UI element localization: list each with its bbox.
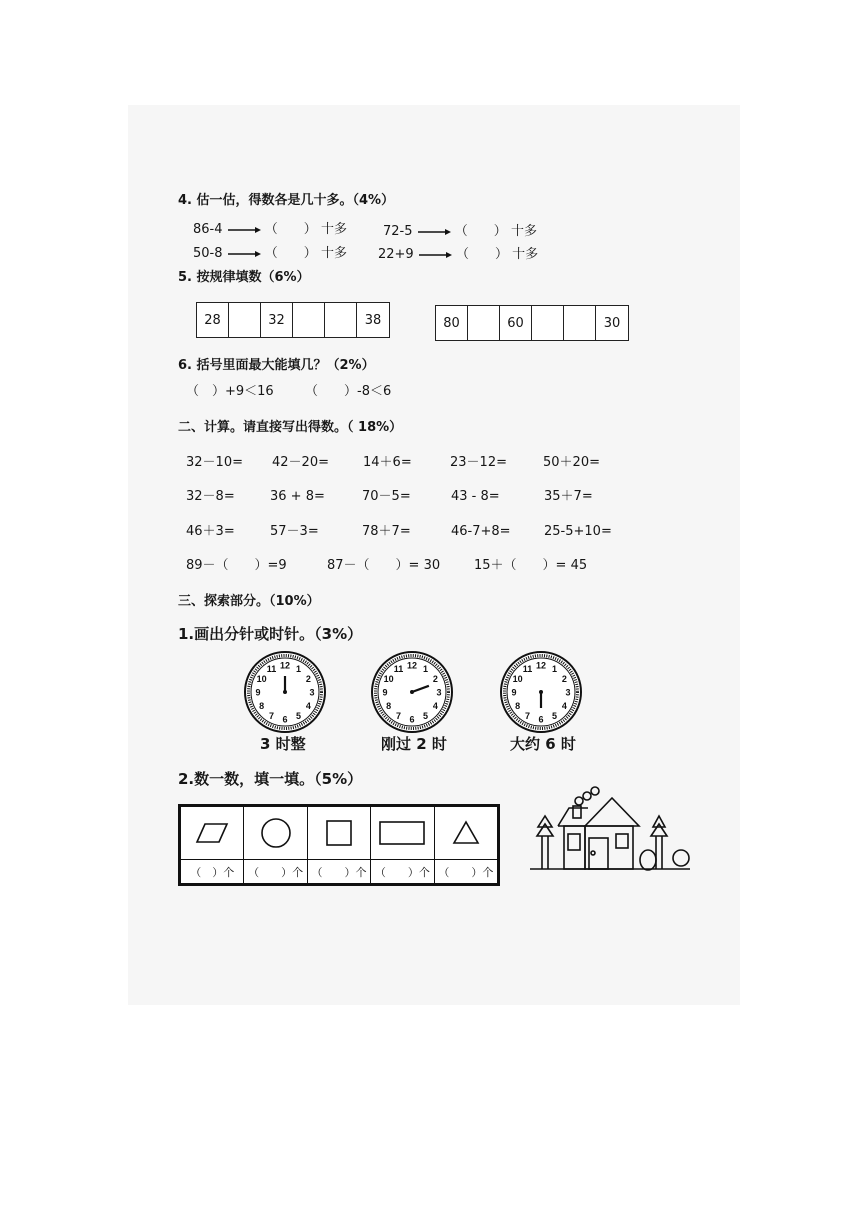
shape-answer-blank[interactable]: （ ）个 — [438, 865, 494, 879]
clock-numeral: 11 — [393, 664, 404, 675]
calc-item[interactable]: 32－8= — [186, 489, 235, 504]
part2-title: 二、计算。请直接写出得数。（ 18%） — [178, 420, 403, 435]
fill-blank-item[interactable]: 87－（ ）= 30 — [327, 558, 441, 573]
clock-question-title: 1.画出分针或时针。（3%） — [178, 625, 363, 643]
calc-item[interactable]: 35＋7= — [544, 489, 593, 504]
square-icon — [324, 818, 354, 848]
sequence-cell-blank[interactable] — [293, 303, 325, 337]
fill-blank-item[interactable]: 15＋（ ）= 45 — [474, 558, 588, 573]
shape-column — [371, 807, 434, 883]
estimate-expr: 86-4 — [193, 222, 223, 237]
clock-numeral: 4 — [561, 701, 567, 711]
clock-center — [283, 690, 287, 694]
shape-column — [181, 807, 244, 883]
shape-answer-blank[interactable]: （ ）个 — [248, 865, 304, 879]
calc-item[interactable]: 42－20= — [272, 455, 329, 470]
shape-count-table — [178, 804, 500, 886]
sequence-cell-blank[interactable] — [325, 303, 357, 337]
section6-title: 6. 括号里面最大能填几？（2%） — [178, 358, 375, 373]
estimate-expr: 72-5 — [383, 224, 413, 239]
arrow-icon — [418, 251, 452, 259]
clock-numeral: 7 — [524, 710, 531, 721]
house-picture-icon — [528, 785, 694, 875]
clock-numeral: 2 — [561, 674, 567, 684]
sequence-row-2 — [435, 305, 629, 341]
estimate-suffix: 十多 — [512, 247, 539, 262]
clock-numeral: 3 — [309, 687, 315, 698]
clock-numeral: 5 — [422, 710, 429, 721]
max-fill-item-1[interactable]: （ ）+9＜16 — [186, 384, 274, 399]
calc-item[interactable]: 70－5= — [362, 489, 411, 504]
part3-title: 三、探索部分。（10%） — [178, 594, 320, 609]
clock-label: 3 时整 — [260, 735, 306, 753]
sequence-cell: 28 — [197, 303, 229, 337]
sequence-cell: 32 — [261, 303, 293, 337]
calc-item[interactable]: 23－12= — [450, 455, 507, 470]
clock-numeral: 5 — [295, 710, 302, 721]
calc-item[interactable]: 43 - 8= — [451, 489, 500, 504]
calc-item[interactable]: 57－3= — [270, 524, 319, 539]
clock-center — [410, 690, 414, 694]
estimate-suffix: 十多 — [510, 224, 537, 239]
estimate-item-2 — [383, 224, 537, 240]
clock-numeral: 12 — [279, 660, 291, 671]
clock-label: 大约 6 时 — [510, 735, 576, 753]
sequence-cell: 60 — [500, 306, 532, 340]
clock-numeral: 6 — [538, 714, 544, 725]
clock-numeral: 6 — [282, 714, 288, 725]
clock-numeral: 3 — [436, 687, 442, 698]
calc-item[interactable]: 50＋20= — [543, 455, 600, 470]
shape-answer-blank[interactable]: （ ）个 — [311, 865, 367, 879]
clock-numeral: 2 — [432, 674, 438, 684]
shape-column — [244, 807, 307, 883]
sequence-cell-blank[interactable] — [229, 303, 261, 337]
section5-title: 5. 按规律填数（6%） — [178, 270, 310, 285]
estimate-item-1 — [193, 222, 347, 238]
clock-numeral: 10 — [383, 674, 394, 684]
clock-numeral: 9 — [511, 687, 517, 698]
rectangle-icon — [377, 818, 427, 848]
estimate-suffix: 十多 — [320, 246, 347, 261]
clock-numeral: 9 — [255, 687, 261, 698]
sequence-cell: 38 — [364, 312, 382, 328]
clock-numeral: 1 — [551, 664, 558, 675]
arrow-icon — [417, 228, 451, 236]
sequence-cell-blank[interactable] — [532, 306, 564, 340]
triangle-icon — [451, 819, 481, 847]
clock-numeral: 12 — [535, 660, 547, 671]
circle-icon — [259, 816, 293, 850]
shape-answer-blank[interactable]: （ ）个 — [374, 865, 430, 879]
clock-numeral: 9 — [382, 687, 388, 698]
estimate-expr: 22+9 — [378, 247, 414, 262]
shape-column — [308, 807, 371, 883]
parallelogram-icon — [195, 821, 229, 845]
fill-blank-item[interactable]: 89－（ ）=9 — [186, 558, 287, 573]
clock-face-icon[interactable] — [499, 650, 583, 734]
max-fill-item-2[interactable]: （ ）-8＜6 — [305, 384, 392, 399]
clock-numeral: 2 — [305, 674, 311, 684]
clock-numeral: 10 — [256, 674, 267, 684]
clock-numeral: 1 — [422, 664, 429, 675]
clock-numeral: 7 — [268, 710, 275, 721]
clock-numeral: 8 — [386, 701, 392, 711]
estimate-item-3 — [193, 246, 347, 262]
calc-item[interactable]: 46＋3= — [186, 524, 235, 539]
arrow-icon — [227, 226, 261, 234]
clock-numeral: 8 — [515, 701, 521, 711]
sequence-cell-blank[interactable] — [468, 306, 500, 340]
clock-numeral: 4 — [305, 701, 311, 711]
estimate-item-4 — [378, 247, 538, 263]
estimate-suffix: 十多 — [320, 222, 347, 237]
shape-count-question-title: 2.数一数，填一填。（5%） — [178, 770, 363, 788]
calc-item[interactable]: 32－10= — [186, 455, 243, 470]
calc-item[interactable]: 14＋6= — [363, 455, 412, 470]
shape-column — [435, 807, 497, 883]
clock-numeral: 1 — [295, 664, 302, 675]
clock-label: 刚过 2 时 — [381, 735, 447, 753]
calc-item[interactable]: 78＋7= — [362, 524, 411, 539]
estimate-expr: 50-8 — [193, 246, 223, 261]
calc-item[interactable]: 36 + 8= — [270, 489, 325, 504]
clock-face-icon[interactable] — [243, 650, 327, 734]
clock-face-icon[interactable] — [370, 650, 454, 734]
estimate-blank[interactable]: （ ） — [454, 224, 507, 239]
estimate-blank[interactable]: （ ） — [264, 246, 317, 261]
sequence-cell-blank[interactable] — [564, 306, 596, 340]
calc-item[interactable]: 25-5+10= — [544, 524, 612, 539]
clock-numeral: 5 — [551, 710, 558, 721]
clock-center — [539, 690, 543, 694]
sequence-row-1 — [196, 302, 390, 338]
clock-numeral: 3 — [565, 687, 571, 698]
estimate-blank[interactable]: （ ） — [264, 222, 317, 237]
calc-item[interactable]: 46-7+8= — [451, 524, 511, 539]
shape-answer-blank[interactable]: （ ）个 — [190, 865, 235, 879]
section4-title: 4. 估一估，得数各是几十多。（4%） — [178, 193, 395, 208]
clock-numeral: 11 — [266, 664, 277, 675]
sequence-cell: 30 — [603, 315, 621, 331]
clock-numeral: 8 — [259, 701, 265, 711]
clock-numeral: 6 — [409, 714, 415, 725]
clock-numeral: 12 — [406, 660, 418, 671]
clock-numeral: 7 — [395, 710, 402, 721]
clock-numeral: 10 — [512, 674, 523, 684]
estimate-blank[interactable]: （ ） — [456, 247, 509, 262]
sequence-cell: 80 — [436, 306, 468, 340]
arrow-icon — [227, 250, 261, 258]
clock-numeral: 11 — [522, 664, 533, 675]
clock-numeral: 4 — [432, 701, 438, 711]
